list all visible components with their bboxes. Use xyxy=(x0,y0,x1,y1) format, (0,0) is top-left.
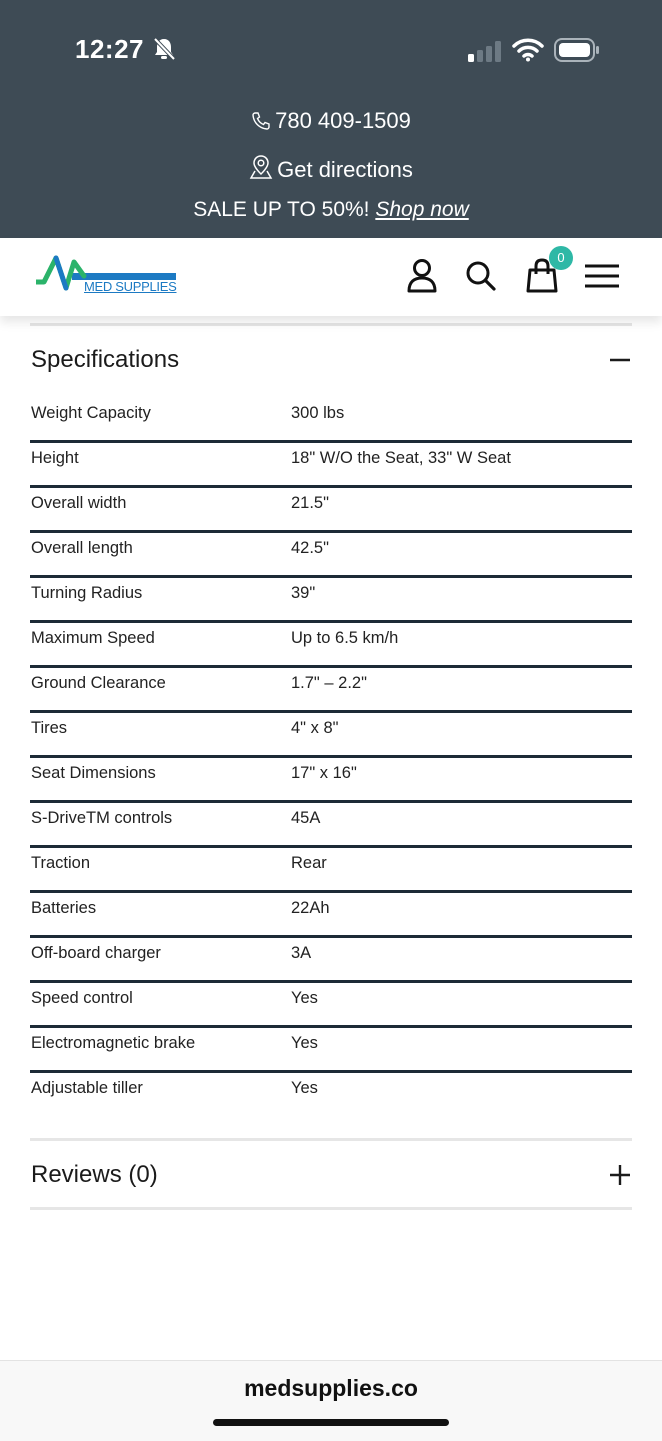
spec-label: Weight Capacity xyxy=(31,404,151,422)
spec-label: Height xyxy=(31,449,79,467)
section-divider xyxy=(30,323,632,326)
home-indicator[interactable] xyxy=(213,1419,449,1426)
spec-row xyxy=(30,936,632,983)
spec-row xyxy=(30,711,632,758)
spec-row xyxy=(30,846,632,893)
phone-icon xyxy=(251,111,271,131)
spec-label: Ground Clearance xyxy=(31,674,166,692)
spec-label: S-DriveTM controls xyxy=(31,809,173,827)
spec-value: 3A xyxy=(291,944,312,962)
spec-value: 39" xyxy=(291,584,316,602)
cart-count-badge: 0 xyxy=(549,246,573,270)
battery-icon xyxy=(554,38,600,62)
logo-text: MED SUPPLIES xyxy=(84,279,177,294)
bell-muted-icon xyxy=(152,36,176,62)
wifi-icon xyxy=(512,38,544,62)
spec-label: Off-board charger xyxy=(31,944,161,962)
section-divider xyxy=(30,1207,632,1210)
spec-value: 300 lbs xyxy=(291,404,345,422)
hamburger-menu-icon[interactable] xyxy=(584,258,620,294)
spec-value: 18" W/O the Seat, 33" W Seat xyxy=(291,449,511,467)
directions-label: Get directions xyxy=(277,157,413,182)
spec-row xyxy=(30,621,632,668)
browser-address-bar[interactable] xyxy=(0,1360,662,1441)
shop-now-link[interactable]: Shop now xyxy=(375,198,469,221)
spec-label: Turning Radius xyxy=(31,584,143,602)
spec-row xyxy=(30,801,632,848)
spec-value: 45A xyxy=(291,809,321,827)
spec-label: Speed control xyxy=(31,989,133,1007)
spec-row xyxy=(30,1026,632,1073)
status-time: 12:27 xyxy=(75,34,144,64)
spec-label: Batteries xyxy=(31,899,97,917)
account-icon[interactable] xyxy=(406,258,438,294)
specifications-title[interactable]: Specifications xyxy=(31,346,180,373)
spec-label: Overall length xyxy=(31,539,133,557)
spec-label: Seat Dimensions xyxy=(31,764,156,782)
spec-row xyxy=(30,1071,632,1115)
spec-row xyxy=(30,531,632,578)
spec-label: Traction xyxy=(31,854,90,872)
expand-icon[interactable] xyxy=(608,1163,632,1187)
sale-text: SALE UP TO 50%! xyxy=(193,198,370,221)
section-divider xyxy=(30,1138,632,1141)
top-bar xyxy=(0,0,662,238)
spec-value: Yes xyxy=(291,1034,318,1052)
spec-row xyxy=(30,756,632,803)
spec-row xyxy=(30,486,632,533)
spec-value: Yes xyxy=(291,1079,318,1097)
status-bar xyxy=(0,0,662,100)
spec-value: 4" x 8" xyxy=(291,719,339,737)
map-pin-icon xyxy=(249,154,273,180)
signal-icon xyxy=(468,40,502,62)
spec-label: Maximum Speed xyxy=(31,629,155,647)
search-icon[interactable] xyxy=(465,258,497,294)
spec-row xyxy=(30,666,632,713)
spec-row xyxy=(30,441,632,488)
spec-value: 22Ah xyxy=(291,899,330,917)
spec-value: Yes xyxy=(291,989,318,1007)
spec-value: Up to 6.5 km/h xyxy=(291,629,399,647)
spec-value: 42.5" xyxy=(291,539,329,557)
directions-link[interactable] xyxy=(0,154,662,183)
phone-link[interactable] xyxy=(0,108,662,134)
spec-row xyxy=(30,891,632,938)
spec-row xyxy=(30,396,632,443)
spec-row xyxy=(30,981,632,1028)
sale-banner xyxy=(0,198,662,222)
spec-label: Adjustable tiller xyxy=(31,1079,143,1097)
phone-number: 780 409-1509 xyxy=(275,108,411,133)
spec-label: Electromagnetic brake xyxy=(31,1034,196,1052)
spec-value: Rear xyxy=(291,854,327,872)
spec-value: 21.5" xyxy=(291,494,329,512)
spec-label: Overall width xyxy=(31,494,127,512)
spec-value: 17" x 16" xyxy=(291,764,357,782)
spec-label: Tires xyxy=(31,719,68,737)
url-domain[interactable]: medsupplies.co xyxy=(244,1375,418,1401)
reviews-title[interactable]: Reviews (0) xyxy=(31,1161,158,1188)
collapse-icon[interactable] xyxy=(608,348,632,372)
spec-value: 1.7" – 2.2" xyxy=(291,674,367,692)
spec-row xyxy=(30,576,632,623)
